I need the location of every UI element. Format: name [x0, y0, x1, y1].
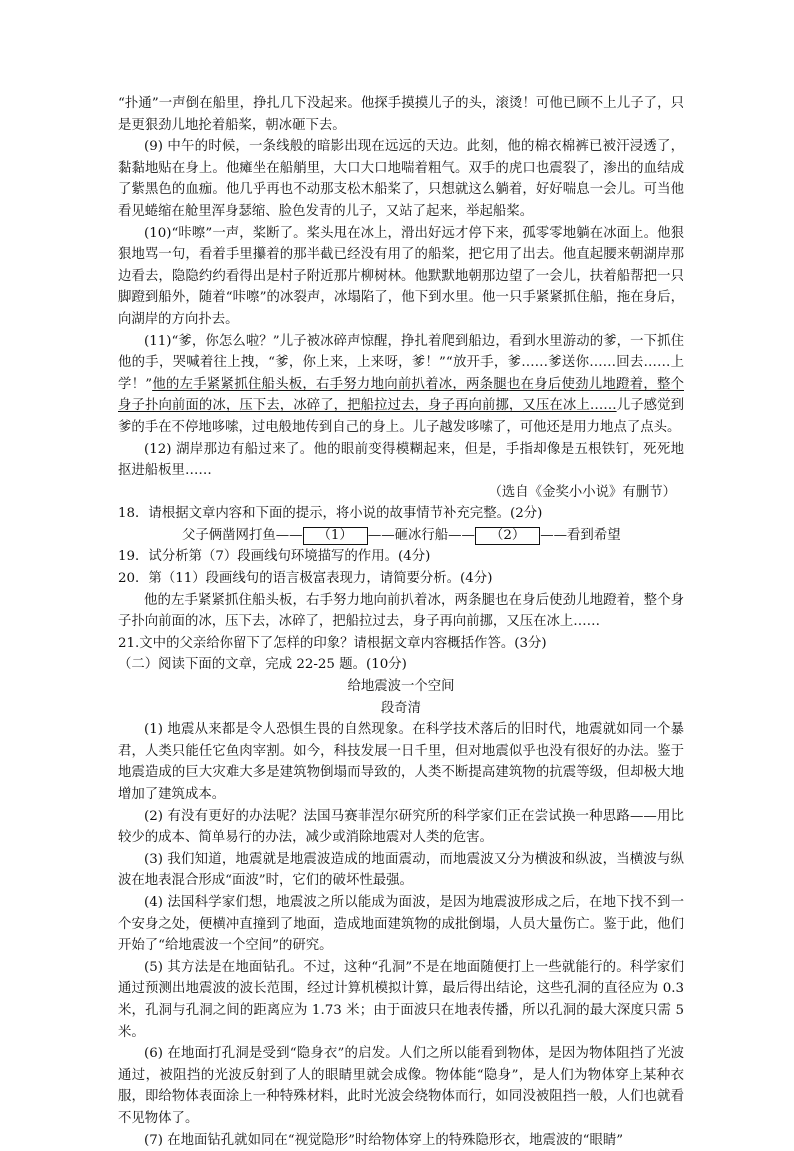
flow-step-3: ——看到希望 [540, 528, 620, 543]
question-18: 18．请根据文章内容和下面的提示，将小说的故事情节补充完整。(2分) [118, 503, 684, 525]
article-paragraph-4: (4) 法国科学家们想，地震波之所以能成为面波，是因为地震波形成之后，在地下找不到一个安身之处，便横冲直撞到了地面，造成地面建筑物的成批倒塌，人员大量伤亡。鉴于此，他们开始了“给地震波一个空间”的研究。 [118, 892, 684, 957]
question-20: 20．第（11）段画线句的语言极富表现力，请简要分析。(4分) [118, 568, 684, 590]
story-paragraph-9: (9) 中午的时候，一条线般的暗影出现在远远的天边。此刻，他的棉衣棉裤已被汗浸透了，黏黏地贴在身上。他瘫坐在船艄里，大口大口地喘着粗气。双手的虎口也震裂了，渗出的血结成了紫黑色的血痂。他几乎再也不动那支松木船桨了，只想就这么躺着，好好喘息一会儿。可当他看见蜷缩在舱里浑身瑟缩、脸色发青的儿子，又站了起来，举起船桨。 [118, 136, 684, 222]
answer-blank-2[interactable]: （2） [475, 527, 540, 545]
article-paragraph-5: (5) 其方法是在地面钻孔。不过，这种“孔洞”不是在地面随便打上一些就能行的。科学家们通过预测出地震波的波长范围，经过计算机模拟计算，最后得出结论，这些孔洞的直径应为 0.3 米，孔洞与孔洞之间的距离应为 1.73 米；由于面波只在地表传播，所以孔洞的最大深度只需 5 米。 [118, 957, 684, 1043]
flow-step-1: 父子俩凿网打鱼—— [182, 528, 303, 543]
article-paragraph-2: (2) 有没有更好的办法呢？法国马赛菲涅尔研究所的科学家们正在尝试换一种思路——用比较少的成本、简单易行的办法，减少或消除地震对人类的危害。 [118, 806, 684, 849]
question-20-quote: 他的左手紧紧抓住船头板，右手努力地向前扒着冰，两条腿也在身后使劲儿地蹬着，整个身子扑向前面的冰，压下去，冰碎了，把船拉过去，身子再向前挪，又压在冰上…… [118, 590, 684, 633]
answer-blank-1[interactable]: （1） [303, 527, 368, 545]
question-21: 21.文中的父亲给你留下了怎样的印象？请根据文章内容概括作答。(3分) [118, 633, 684, 655]
source-note: （选自《金奖小小说》有删节） [118, 482, 684, 504]
article-paragraph-3: (3) 我们知道，地震就是地震波造成的地面震动，而地震波又分为横波和纵波，当横波与纵波在地表混合形成“面波”时，它们的破坏性最强。 [118, 849, 684, 892]
article-paragraph-1: (1) 地震从来都是令人恐惧生畏的自然现象。在科学技术落后的旧时代，地震就如同一个暴君，人类只能任它鱼肉宰割。如今，科技发展一日千里，但对地震似乎也没有很好的办法。鉴于地震造成的巨大灾难大多是建筑物倒塌而导致的，人类不断提高建筑物的抗震等级，但却极大地增加了建筑成本。 [118, 719, 684, 805]
article-title: 给地震波一个空间 [118, 676, 684, 698]
flow-step-2: ——砸冰行船—— [368, 528, 475, 543]
paragraph-11-ending: 儿子感觉到爹的手在不停地哆嗦，过电般地传到自己的身上。儿子越发哆嗦了，可他还是用力地点了点头。 [118, 398, 684, 435]
paragraph-11-dialogue: (11)“爹，你怎么啦？”儿子被冰碎声惊醒，挣扎着爬到船边，看到水里游动的爹，一下抓住他的手，哭喊着往上拽，“爹，你上来，上来呀，爹！”“放开手，爹……爹送你……回去……上学！” [118, 334, 684, 392]
story-paragraph-11 [118, 331, 684, 439]
section-2-intro: （二）阅读下面的文章，完成 22-25 题。(10分) [118, 654, 684, 676]
question-19: 19．试分析第（7）段画线句环境描写的作用。(4分) [118, 546, 684, 568]
article-paragraph-6: (6) 在地面打孔洞是受到“隐身衣”的启发。人们之所以能看到物体，是因为物体阻挡了光波通过，被阻挡的光波反射到了人的眼睛里就会成像。物体能“隐身”，是人们为物体穿上某种衣服，即给物体表面涂上一种特殊材料，此时光波会绕物体而行，如同没被阻挡一般，人们也就看不见物体了。 [118, 1043, 684, 1129]
story-paragraph-12: (12) 湖岸那边有船过来了。他的眼前变得模糊起来，但是，手指却像是五根铁钉，死死地抠进船板里…… [118, 439, 684, 482]
article-paragraph-7: (7) 在地面钻孔就如同在“视觉隐形”时给物体穿上的特殊隐形衣，地震波的“眼睛” [118, 1130, 684, 1151]
plot-flow [118, 525, 684, 547]
underlined-sentence: 他的左手紧紧抓住船头板，右手努力地向前扒着冰，两条腿也在身后使劲儿地蹬着，整个身子扑向前面的冰，压下去，冰碎了，把船拉过去，身子再向前挪，又压在冰上…… [118, 377, 684, 414]
article-author: 段奇清 [118, 698, 684, 720]
story-paragraph-8-tail: “扑通”一声倒在船里，挣扎几下没起来。他探手摸摸儿子的头，滚烫！可他已顾不上儿子了，只是更狠劲儿地抡着船桨，朝冰砸下去。 [118, 93, 684, 136]
document-page [118, 93, 684, 1151]
story-paragraph-10: (10)“咔嚓”一声，桨断了。桨头甩在冰上，滑出好远才停下来，孤零零地躺在冰面上。他狠狠地骂一句，看着手里攥着的那半截已经没有用了的船桨，把它用了出去。他直起腰来朝湖岸那边看去，隐隐约约看得出是村子附近那片柳树林。他默默地朝那边望了一会儿，扶着船帮把一只脚蹬到船外，随着“咔嚓”的冰裂声，冰塌陷了，他下到水里。他一只手紧紧抓住船，拖在身后，向湖岸的方向扑去。 [118, 223, 684, 331]
